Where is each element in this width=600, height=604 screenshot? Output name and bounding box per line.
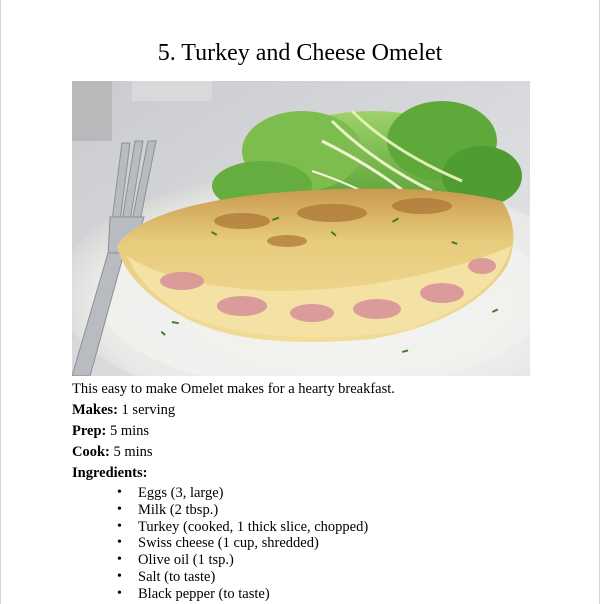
- bullet-icon: •: [117, 568, 122, 584]
- bullet-icon: •: [117, 585, 122, 601]
- makes-label: Makes:: [72, 402, 118, 418]
- prep-value: 5 mins: [110, 423, 150, 439]
- bullet-icon: •: [117, 552, 122, 568]
- makes-value: 1 serving: [121, 402, 176, 418]
- bullet-icon: •: [117, 535, 122, 551]
- ingredient-item: [117, 485, 542, 502]
- ingredient-text: Turkey (cooked, 1 thick slice, chopped): [138, 518, 369, 535]
- cook-row: [72, 442, 542, 462]
- prep-row: [72, 421, 542, 441]
- ingredient-item: [117, 502, 542, 519]
- cook-value: 5 mins: [113, 444, 153, 460]
- bullet-icon: •: [117, 518, 122, 534]
- ingredients-list: [72, 485, 542, 603]
- ingredient-text: Eggs (3, large): [138, 485, 224, 501]
- bullet-icon: •: [117, 485, 122, 500]
- recipe-title: 5. Turkey and Cheese Omelet: [157, 40, 443, 66]
- ingredients-heading: Ingredients:: [72, 465, 148, 481]
- bullet-icon: •: [117, 501, 122, 517]
- ingredient-item: [117, 586, 542, 603]
- ingredient-text: Swiss cheese (1 cup, shredded): [138, 535, 319, 552]
- ingredient-text: Olive oil (1 tsp.): [138, 552, 234, 569]
- cook-label: Cook:: [72, 444, 110, 460]
- recipe-description: This easy to make Omelet makes for a hearty breakfast.: [72, 381, 395, 397]
- page-edge-left: [0, 0, 1, 604]
- ingredient-text: Black pepper (to taste): [138, 585, 270, 602]
- ingredient-item: [117, 519, 542, 536]
- ingredient-item: [117, 552, 542, 569]
- recipe-body: [72, 379, 542, 603]
- ingredient-item: [117, 569, 542, 586]
- makes-row: [72, 400, 542, 420]
- ingredient-text: Salt (to taste): [138, 568, 216, 585]
- ingredient-item: [117, 535, 542, 552]
- prep-label: Prep:: [72, 423, 107, 439]
- omelet-photo: [72, 81, 530, 376]
- ingredient-text: Milk (2 tbsp.): [138, 501, 219, 518]
